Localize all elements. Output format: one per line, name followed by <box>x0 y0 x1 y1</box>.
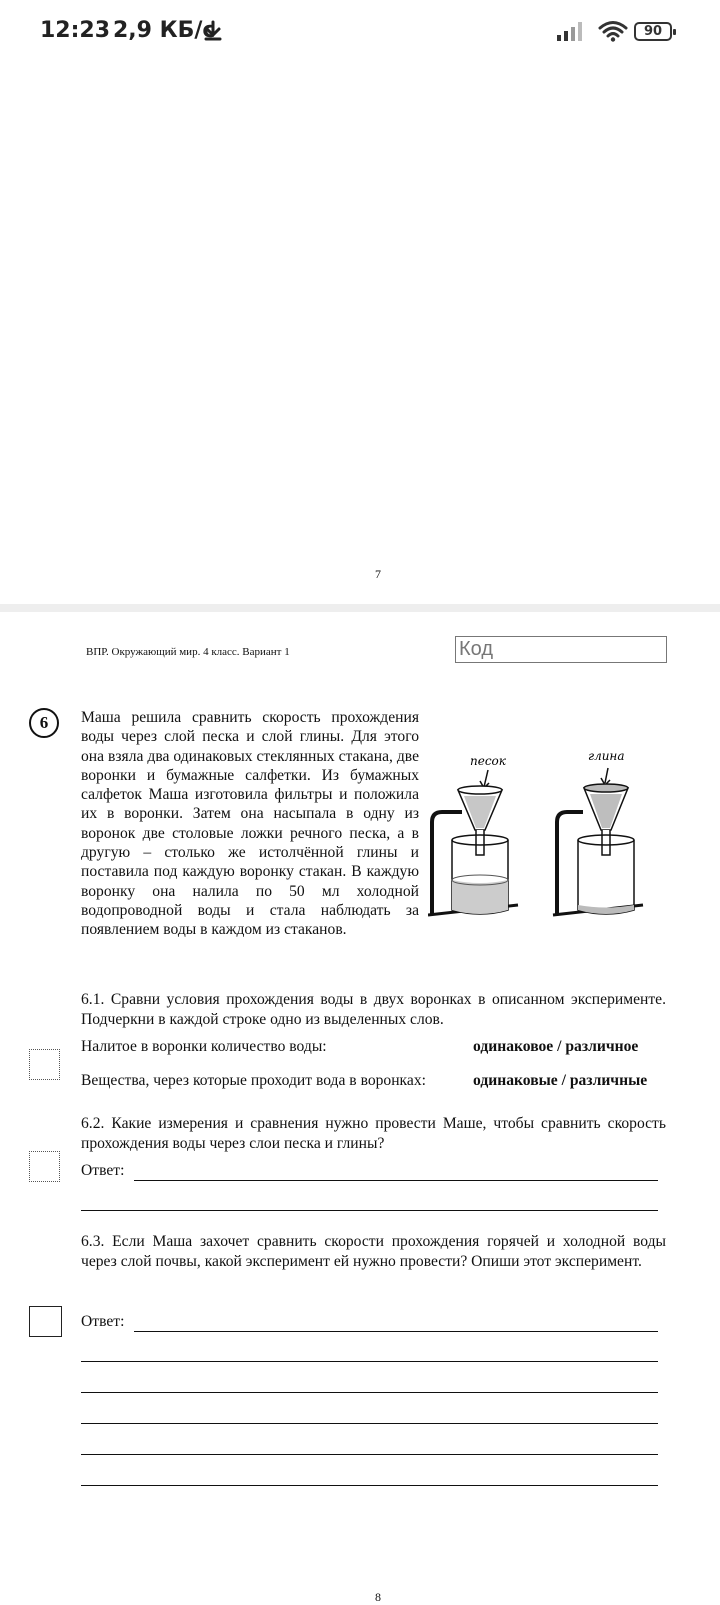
answer-line-6-3-6[interactable] <box>81 1485 658 1486</box>
answer-label-6-2: Ответ: <box>81 1162 125 1179</box>
document-header: ВПР. Окружающий мир. 4 класс. Вариант 1 <box>86 646 290 658</box>
task-intro: Маша решила сравнить скорость прохождения воды через слой песка и слой глины. Для этого она взяла два одинаковых стеклянных стакана, две воронки и бумажные салфетки. Из бумажных салфеток Маша изготовила фильтры и положила их в воронки. Затем она насыпала в одну из воронок две столовые ложки речного песка, а в другую – столько же истолчённой глины и поставила под каждую воронку стакан. В каждую воронку она налила по 50 мл холодной водопроводной воды и стала наблюдать за появлением воды в каждом из стаканов. <box>81 709 419 939</box>
row1-label: Налитое в воронки количество воды: <box>81 1038 327 1055</box>
answer-line-6-2-2[interactable] <box>81 1210 658 1211</box>
answer-label-6-3: Ответ: <box>81 1313 125 1330</box>
label-clay: глина <box>588 750 625 763</box>
experiment-illustration <box>428 750 658 945</box>
question-6-3: 6.3. Если Маша захочет сравнить скорости прохождения горячей и холодной воды через слой почвы, какой эксперимент ей нужно провести? Опиши этот эксперимент. <box>81 1233 666 1270</box>
row2-label: Вещества, через которые проходит вода в воронках: <box>81 1072 426 1089</box>
wifi-icon <box>598 20 628 42</box>
score-box-6-1[interactable] <box>29 1049 60 1080</box>
row1-options[interactable]: одинаковое / различное <box>473 1038 639 1055</box>
row2-options[interactable]: одинаковые / различные <box>473 1072 648 1089</box>
clock: 12:23 <box>40 18 111 43</box>
question-6-2: 6.2. Какие измерения и сравнения нужно провести Маше, чтобы сравнить скорость прохождения воды через слои песка и глины? <box>81 1115 666 1152</box>
network-speed: 2,9 КБ/с <box>113 18 216 43</box>
answer-line-6-3-3[interactable] <box>81 1392 658 1393</box>
battery-indicator: 90 <box>634 22 672 41</box>
answer-line-6-3-2[interactable] <box>81 1361 658 1362</box>
score-box-6-2[interactable] <box>29 1151 60 1182</box>
code-field: Код <box>455 636 667 663</box>
label-sand: песок <box>470 754 506 768</box>
page-number-next: 8 <box>375 1590 381 1604</box>
score-box-6-3[interactable] <box>29 1306 62 1337</box>
sand-funnel-setup <box>428 754 518 915</box>
answer-line-6-3-5[interactable] <box>81 1454 658 1455</box>
page-separator <box>0 604 720 612</box>
download-icon <box>203 20 223 42</box>
page-number-previous: 7 <box>375 567 381 581</box>
answer-line-6-3-4[interactable] <box>81 1423 658 1424</box>
signal-icon <box>556 20 586 42</box>
task-number: 6 <box>29 708 59 738</box>
status-bar <box>0 0 720 66</box>
question-6-1: 6.1. Сравни условия прохождения воды в двух воронках в описанном эксперименте. Подчеркни в каждой строке одно из выделенных слов. <box>81 991 666 1028</box>
answer-line-6-3-1[interactable] <box>134 1331 658 1332</box>
answer-line-6-2-1[interactable] <box>134 1180 658 1181</box>
clay-funnel-setup <box>553 750 643 915</box>
